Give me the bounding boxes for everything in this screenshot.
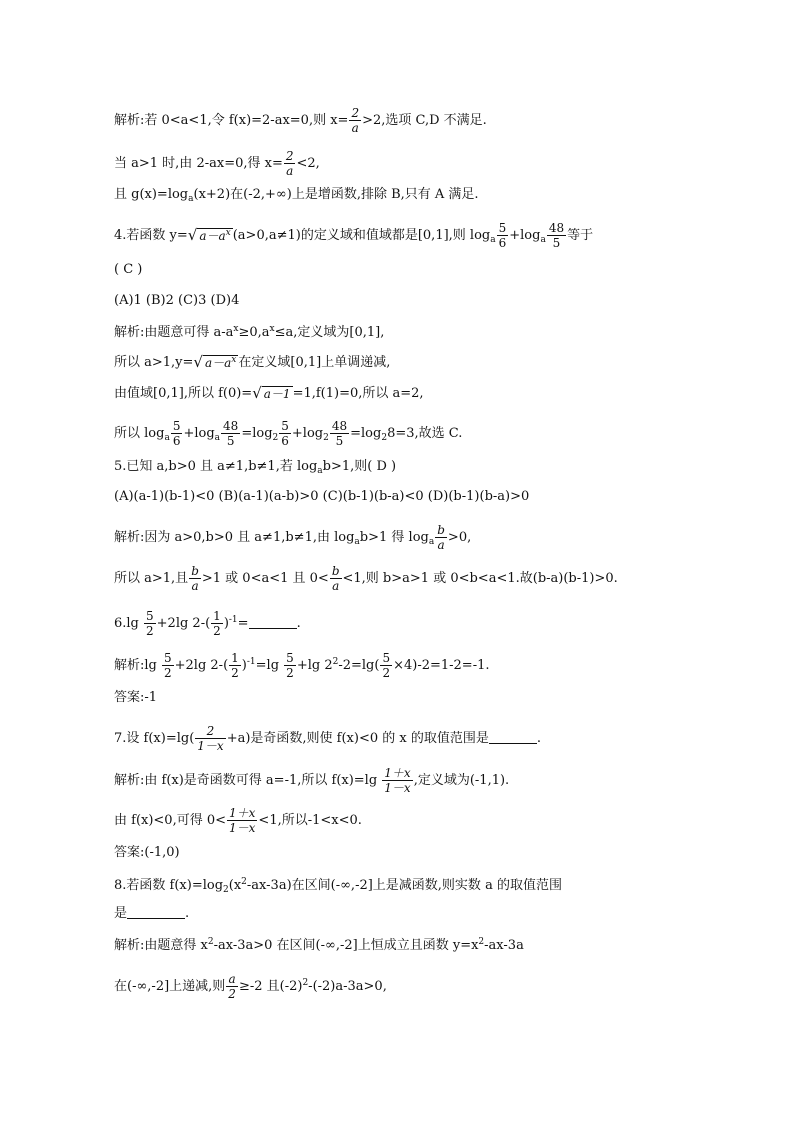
answer-q6: 答案:-1 [114, 690, 158, 705]
solution-q3-line2: 当 a>1 时,由 2-ax=0,得 x= $\frac{2}{a}$ <2, [114, 149, 320, 178]
answer-q7: 答案:(-1,0) [114, 845, 180, 860]
answer-blank [489, 743, 537, 744]
solution-q3-line1: 解析:若 0<a<1,令 f(x)=2-ax=0,则 x= $\frac{2}{a}$ >2,选项 C,D 不满足. [114, 106, 487, 135]
solution-q5-line1: 解析:因为 a>0,b>0 且 a≠1,b≠1,由 $\log_ab>1$ 得 $\log_a$ $\frac{b}{a}$ >0, [114, 523, 472, 552]
sqrt-expression: √ $a-a^x$ [187, 226, 231, 244]
solution-q7-line2: 由 f(x)<0,可得 0< $\frac{1+x}{1-x}$ <1,所以-1<x<0. [114, 806, 362, 835]
solution-q8-line2: 在(-∞,-2]上递减,则 $\frac{a}{2}$ ≥-2 且$(-2)^2-(-2)a-3a>0$, [114, 972, 387, 1001]
question-5: 5.已知 a,b>0 且 a≠1,b≠1,若 $\log_ab>1$,则( D ) [114, 459, 397, 476]
question-6: 6.lg $\frac{5}{2}$ +2lg 2-( $\frac{1}{2}$ )$^{-1}$= . [114, 609, 301, 638]
question-4-options: (A)1 (B)2 (C)3 (D)4 [114, 293, 240, 308]
question-8-line2: 是 . [114, 906, 190, 921]
question-5-options: (A)(a-1)(b-1)<0 (B)(a-1)(a-b)>0 (C)(b-1)(b-a)<0 (D)(b-1)(b-a)>0 [114, 489, 530, 504]
solution-q4-line1: 解析:由题意可得 $a-a^x\ge 0,a^x\le a$,定义域为[0,1], [114, 324, 385, 340]
solution-q3-line3: 且 $g(x)=\log_a(x+2)$在(-2,+∞)上是增函数,排除 B,只有 A 满足. [114, 187, 479, 204]
answer-blank [127, 918, 185, 919]
solution-q7-line1: 解析:由 f(x)是奇函数可得 a=-1,所以 f(x)=lg $\frac{1+x}{1-x}$ ,定义域为(-1,1). [114, 766, 510, 795]
fraction-2-over-a: $\frac{2}{a}$ [351, 106, 360, 135]
solution-q5-line2: 所以 a>1,且 $\frac{b}{a}$ >1 或 0<a<1 且 0< $\frac{b}{a}$ <1,则 b>a>1 或 0<b<a<1.故(b-a)(b-1)>0. [114, 564, 618, 593]
question-7: 7.设 f(x)=lg( $\frac{2}{1-x}$ +a)是奇函数,则使 f(x)<0 的 x 的取值范围是 . [114, 724, 541, 753]
fraction-2-over-a: $\frac{2}{a}$ [285, 149, 294, 178]
question-8-line1: 8.若函数 $f(x)=\log_2(x^2-ax-3a)$在区间(-∞,-2]上是减函数,则实数 a 的取值范围 [114, 877, 562, 895]
answer-blank [249, 628, 297, 629]
solution-q8-line1: 解析:由题意得 $x^2-ax-3a>0$ 在区间(-∞,-2]上恒成立且函数 $y=x^2-ax-3a$ [114, 937, 524, 953]
solution-q6: 解析:lg $\frac{5}{2}$ +2lg 2-( $\frac{1}{2}$ )$^{-1}$=lg $\frac{5}{2}$ +lg $2^2-2=\lg$( $\frac{5}{2}$ ×4)-2=1-2=-1. [114, 651, 490, 680]
question-4: 4.若函数 y=√ $a-a^x$ (a>0,a≠1)的定义域和值域都是[0,1],则 $\log_a$ $\frac{5}{6}$ $+\log_a$ $\frac{48}{5}$ 等于 [114, 221, 594, 250]
question-4-answer: ( C ) [114, 262, 143, 277]
sqrt-expression: √ $a-a^x$ [193, 353, 237, 371]
sqrt-expression: √ a－1 [252, 384, 291, 402]
solution-q4-line4: 所以 $\log_a$ $\frac{5}{6}$ $+\log_a$ $\frac{48}{5}$ $=\log_2$ $\frac{5}{6}$ $+\log_2$ $\frac{48}{5}$ $=\log_28=3$,故选 C. [114, 419, 463, 448]
solution-q4-line2: 所以 a>1,y=√ $a-a^x$ 在定义域[0,1]上单调递减, [114, 353, 391, 371]
solution-q4-line3: 由值域[0,1],所以 f(0)=√ a－1 =1,f(1)=0,所以 a=2, [114, 384, 424, 402]
